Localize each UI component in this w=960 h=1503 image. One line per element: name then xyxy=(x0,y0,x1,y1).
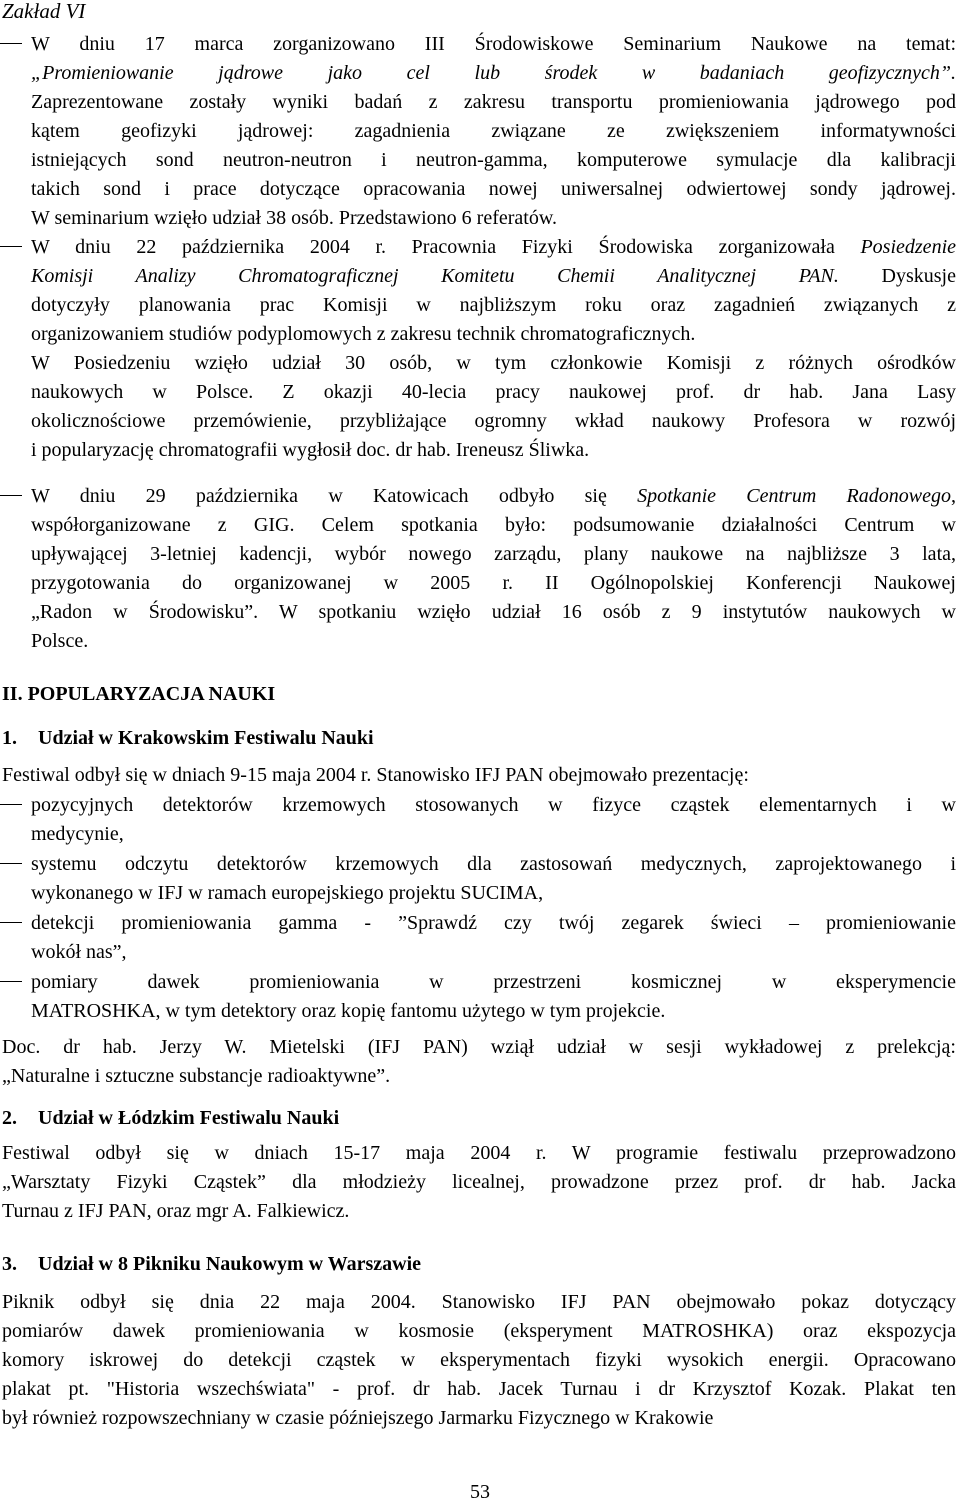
text-line: i popularyzację chromatografii wygłosił doc. dr hab. Ireneusz Śliwka. xyxy=(31,439,590,461)
text-line: dotyczyły planowania prac Komisji w najbliższym roku oraz zagadnień związanych z xyxy=(31,294,956,316)
text-line: naukowych w Polsce. Z okazji 40-lecia pracy naukowej prof. dr hab. Jana Lasy xyxy=(31,381,956,403)
text-line: W dniu 29 października w Katowicach odbyło się Spotkanie Centrum Radonowego, xyxy=(31,485,956,507)
list-item: wykonanego w IFJ w ramach europejskiego projektu SUCIMA, xyxy=(31,882,544,904)
text-line: Komisji Analizy Chromatograficznej Komitetu Chemii Analitycznej PAN. Dyskusje xyxy=(31,265,956,287)
paragraph-line: „Warsztaty Fizyki Cząstek” dla młodzieży licealnej, prowadzone przez prof. dr hab. Jacka xyxy=(2,1171,956,1193)
text-line: W dniu 22 października 2004 r. Pracownia Fizyki Środowiska zorganizowała Posiedzenie xyxy=(31,236,956,258)
page-number: 53 xyxy=(470,1481,490,1503)
text-line: W Posiedzeniu wzięło udział 30 osób, w tym członkowie Komisji z różnych ośrodków xyxy=(31,352,956,374)
subsection-heading: 1. Udział w Krakowskim Festiwalu Nauki xyxy=(2,727,374,749)
bullet-dash xyxy=(0,495,22,496)
paragraph-line: Festiwal odbył się w dniach 9-15 maja 2004 r. Stanowisko IFJ PAN obejmowało prezentację: xyxy=(2,764,749,786)
paragraph-line: był również rozpowszechniany w czasie późniejszego Jarmarku Fizycznego w Krakowie xyxy=(2,1407,714,1429)
text-line: kątem geofizyki jądrowej: zagadnienia związane ze zwiększeniem informatywności xyxy=(31,120,956,142)
text-line: istniejących sond neutron-neutron i neutron-gamma, komputerowe symulacje dla kalibracji xyxy=(31,149,956,171)
text-line: takich sond i prace dotyczące opracowania nowej uniwersalnej odwiertowej sondy jądrowej. xyxy=(31,178,956,200)
bullet-dash xyxy=(0,246,22,247)
text-line: przygotowania do organizowanej w 2005 r. II Ogólnopolskiej Konferencji Naukowej xyxy=(31,572,956,594)
paragraph-line: plakat pt. "Historia wszechświata" - prof. dr hab. Jacek Turnau i dr Krzysztof Kozak. Plakat ten xyxy=(2,1378,956,1400)
bullet-dash xyxy=(0,804,22,805)
paragraph-line: Festiwal odbył się w dniach 15-17 maja 2004 r. W programie festiwalu przeprowadzono xyxy=(2,1142,956,1164)
bullet-dash xyxy=(0,981,22,982)
text-line: upływającej 3-letniej kadencji, wybór nowego zarządu, plany naukowe na najbliższe 3 lata, xyxy=(31,543,956,565)
text-line: Zaprezentowane zostały wyniki badań z zakresu transportu promieniowania jądrowego pod xyxy=(31,91,956,113)
list-item: pozycyjnych detektorów krzemowych stosowanych w fizyce cząstek elementarnych i w xyxy=(31,794,956,816)
text-line: W dniu 17 marca zorganizowano III Środowiskowe Seminarium Naukowe na temat: xyxy=(31,33,956,55)
text-line: współorganizowane z GIG. Celem spotkania było: podsumowanie działalności Centrum w xyxy=(31,514,956,536)
subsection-heading: 2. Udział w Łódzkim Festiwalu Nauki xyxy=(2,1107,340,1129)
paragraph-line: komory iskrowej do detekcji cząstek w eksperymentach fizyki wysokich energii. Opracowano xyxy=(2,1349,956,1371)
bullet-dash xyxy=(0,43,22,44)
list-item: MATROSHKA, w tym detektory oraz kopię fantomu użytego w tym projekcie. xyxy=(31,1000,666,1022)
list-item: medycynie, xyxy=(31,823,124,845)
text-line: Polsce. xyxy=(31,630,89,652)
paragraph-line: Turnau z IFJ PAN, oraz mgr A. Falkiewicz. xyxy=(2,1200,350,1222)
seminar-title: „Promieniowanie jądrowe jako cel lub środek w badaniach geofizycznych”. xyxy=(31,62,956,84)
bullet-dash xyxy=(0,863,22,864)
list-item: wokół nas”, xyxy=(31,941,127,963)
text-line: W seminarium wzięło udział 38 osób. Przedstawiono 6 referatów. xyxy=(31,207,557,229)
list-item: systemu odczytu detektorów krzemowych dla zastosowań medycznych, zaprojektowanego i xyxy=(31,853,956,875)
subsection-heading: 3. Udział w 8 Pikniku Naukowym w Warszawie xyxy=(2,1253,422,1275)
text-line: okolicznościowe przemówienie, przybliżające ogromny wkład naukowy Profesora w rozwój xyxy=(31,410,956,432)
paragraph-line: Doc. dr hab. Jerzy W. Mietelski (IFJ PAN) wziął udział w sesji wykładowej z prelekcją: xyxy=(2,1036,956,1058)
text-line: organizowaniem studiów podyplomowych z zakresu technik chromatograficznych. xyxy=(31,323,696,345)
department-header: Zakład VI xyxy=(2,0,86,23)
paragraph-line: pomiarów dawek promieniowania w kosmosie (eksperyment MATROSHKA) oraz ekspozycja xyxy=(2,1320,956,1342)
list-item: detekcji promieniowania gamma - ”Sprawdź czy twój zegarek świeci – promieniowanie xyxy=(31,912,956,934)
paragraph-line: Piknik odbył się dnia 22 maja 2004. Stanowisko IFJ PAN obejmowało pokaz dotyczący xyxy=(2,1291,956,1313)
text-line: „Radon w Środowisku”. W spotkaniu wzięło udział 16 osób z 9 instytutów naukowych w xyxy=(31,601,956,623)
section-heading: II. POPULARYZACJA NAUKI xyxy=(2,683,276,705)
paragraph-line: „Naturalne i sztuczne substancje radioaktywne”. xyxy=(2,1065,391,1087)
bullet-dash xyxy=(0,922,22,923)
list-item: pomiary dawek promieniowania w przestrzeni kosmicznej w eksperymencie xyxy=(31,971,956,993)
